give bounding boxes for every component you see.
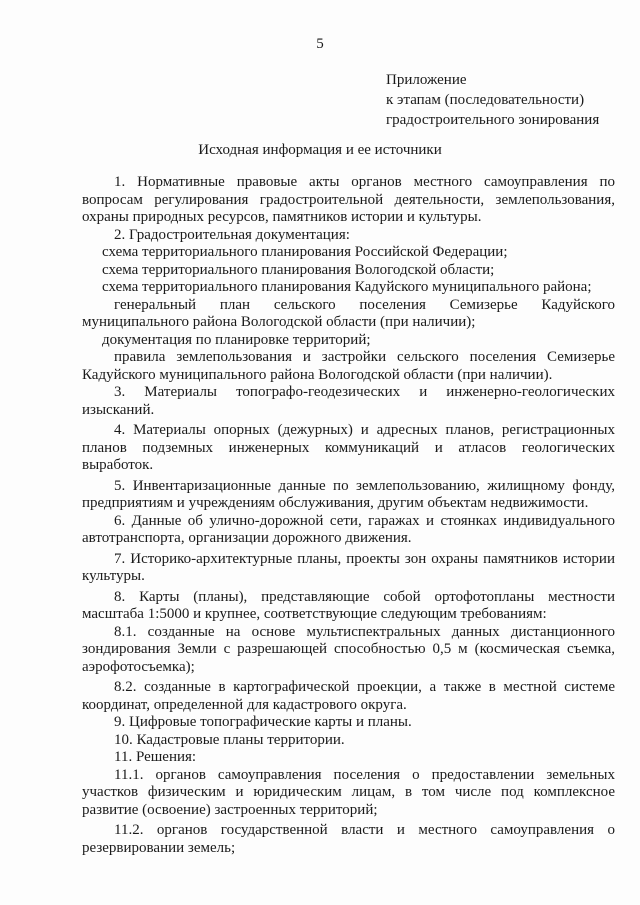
list-item: правила землепользования и застройки сельского поселения Семизерье Кадуйского муниципального района Вологодской области (при наличии).	[82, 349, 615, 383]
paragraph-11-1: 11.1. органов самоуправления поселения о предоставлении земельных участков физическим и юридическим лицам, в том числе под комплексное развитие (освоение) застроенных территорий;	[82, 766, 615, 818]
paragraph-8: 8. Карты (планы), представляющие собой ортофотопланы местности масштаба 1:5000 и крупнее, соответствующие следующим требованиям:	[82, 588, 615, 622]
appendix-line: Приложение	[386, 72, 467, 88]
paragraph-3: 3. Материалы топографо-геодезических и инженерно-геологических изысканий.	[82, 384, 615, 418]
list-item: документация по планировке территорий;	[102, 331, 371, 348]
paragraph-9: 9. Цифровые топографические карты и планы.	[114, 714, 412, 730]
list-item: схема территориального планирования Российской Федерации;	[102, 244, 508, 260]
appendix-caption	[386, 70, 626, 130]
paragraph-2: 2. Градостроительная документация:	[114, 226, 350, 243]
paragraph-8-2: 8.2. созданные в картографической проекции, а также в местной системе координат, определенной для кадастрового округа.	[82, 679, 615, 713]
paragraph-11: 11. Решения:	[114, 749, 197, 765]
paragraph-7: 7. Историко-архитектурные планы, проекты зон охраны памятников истории культуры.	[82, 550, 615, 584]
list-item: схема территориального планирования Кадуйского муниципального района;	[102, 279, 592, 295]
paragraph-10: 10. Кадастровые планы территории.	[114, 731, 345, 748]
page-number: 5	[316, 36, 324, 52]
paragraph-8-1: 8.1. созданные на основе мультиспектральных данных дистанционного зондирования Земли с разрешающей способностью 0,5 м (космическая съемка, аэрофотосъемка);	[82, 623, 615, 675]
appendix-line: градостроительного зонирования	[386, 112, 600, 128]
list-item: генеральный план сельского поселения Семизерье Кадуйского муниципального района Вологодской области (при наличии);	[82, 296, 615, 330]
paragraph-1: 1. Нормативные правовые акты органов местного самоуправления по вопросам регулирования градостроительной деятельности, землепользования, охраны природных ресурсов, памятников истории и культуры.	[82, 174, 615, 225]
list-item: схема территориального планирования Вологодской области;	[102, 261, 495, 278]
paragraph-5: 5. Инвентаризационные данные по землепользованию, жилищному фонду, предприятиям и учреждениям обслуживания, другим объектам недвижимости.	[82, 477, 615, 511]
appendix-line: к этапам (последовательности)	[386, 92, 585, 108]
paragraph-11-2: 11.2. органов государственной власти и местного самоуправления о резервировании земель;	[82, 822, 615, 856]
document-body	[82, 174, 615, 857]
paragraph-6: 6. Данные об улично-дорожной сети, гаражах и стоянках индивидуального автотранспорта, организации дорожного движения.	[82, 512, 615, 546]
document-heading: Исходная информация и ее источники	[198, 142, 442, 158]
paragraph-4: 4. Материалы опорных (дежурных) и адресных планов, регистрационных планов подземных инженерных коммуникаций и атласов геологических выработок.	[82, 422, 615, 473]
